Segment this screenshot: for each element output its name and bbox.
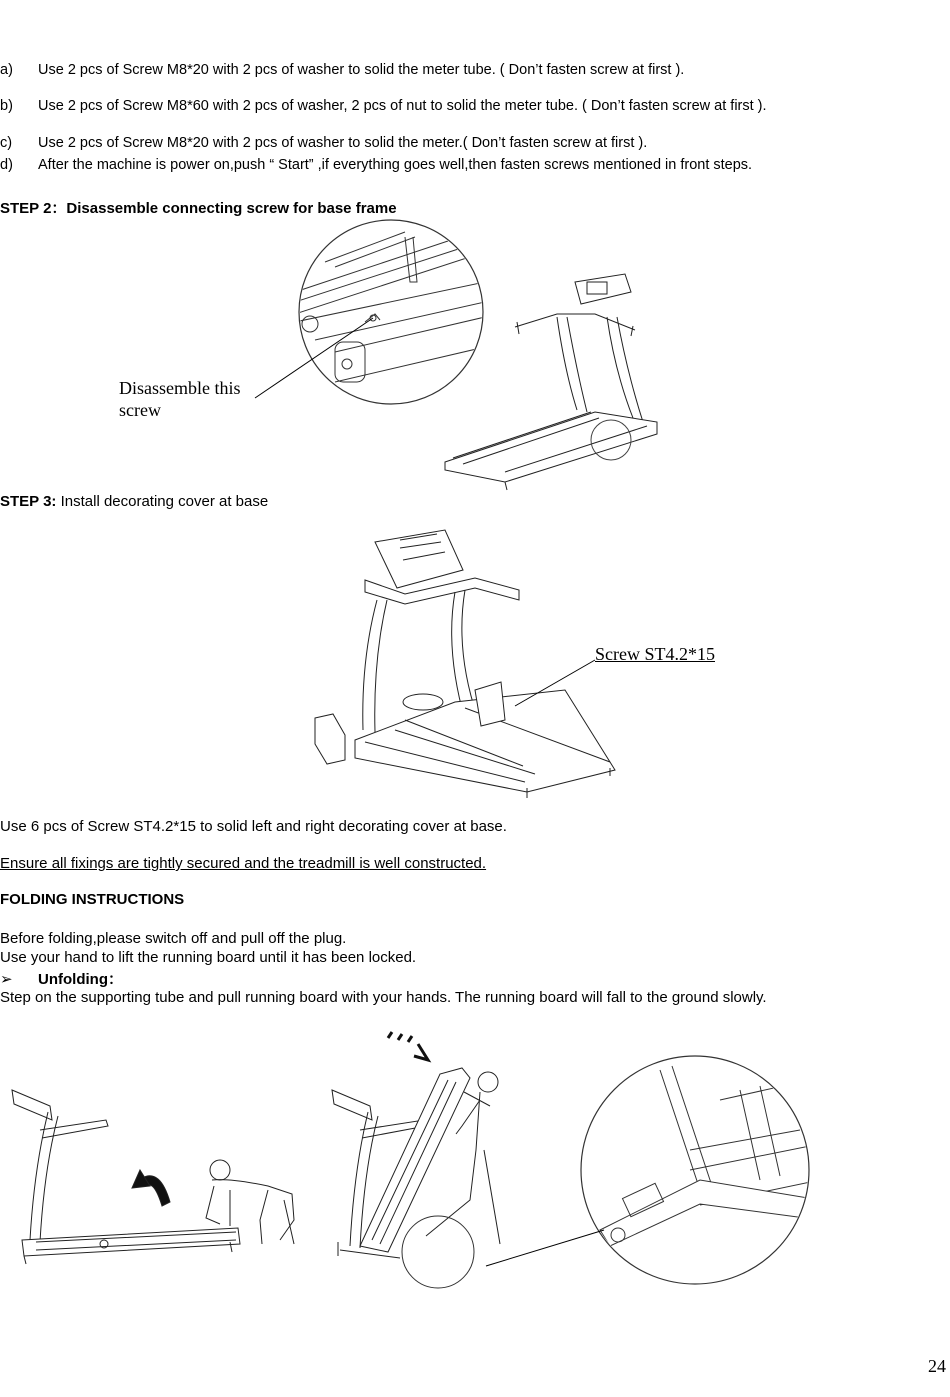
step2-title: STEP 2：Disassemble connecting screw for base frame: [0, 200, 397, 217]
instruction-text: Use 2 pcs of Screw M8*60 with 2 pcs of washer, 2 pcs of nut to solid the meter tube. ( Don’t fasten screw at first ).: [38, 98, 767, 114]
unfolding-text: Step on the supporting tube and pull running board with your hands. The running board will fall to the ground slowly.: [0, 989, 767, 1006]
callout-line: screw: [119, 400, 161, 420]
unfolding-heading: [0, 968, 123, 989]
treadmill-drawing: [315, 530, 615, 798]
bullet-arrow-icon: ➢: [0, 971, 13, 988]
unfolding-label: Unfolding：: [38, 971, 123, 988]
zoom-detail-circle: [581, 1056, 820, 1284]
folding-treadmill-drawing: [332, 1068, 470, 1258]
unfolded-treadmill-drawing: [12, 1090, 240, 1264]
instruction-label: b): [0, 98, 13, 114]
instruction-text: After the machine is power on,push “ Start” ,if everything goes well,then fasten screws mentioned in front steps.: [38, 157, 753, 173]
step3-callout: Screw ST4.2*15: [595, 644, 715, 664]
callout-line: Disassemble this: [119, 378, 241, 398]
folding-illustration: [0, 1030, 830, 1310]
push-arrow-icon: [388, 1032, 428, 1060]
folding-line: Before folding,please switch off and pull off the plug.: [0, 930, 347, 947]
zoom-detail-circle: [295, 220, 485, 404]
instruction-label: a): [0, 62, 13, 78]
instruction-label: d): [0, 157, 13, 173]
instruction-label: c): [0, 135, 13, 151]
step3-illustration: [305, 530, 625, 805]
step3-note: Use 6 pcs of Screw ST4.2*15 to solid left and right decorating cover at base.: [0, 818, 507, 835]
folding-line: Use your hand to lift the running board until it has been locked.: [0, 949, 417, 966]
page-number: 24: [928, 1356, 946, 1376]
instruction-text: Use 2 pcs of Screw M8*20 with 2 pcs of washer to solid the meter.( Don’t fasten screw at first ).: [38, 135, 648, 151]
callout-pointer-line: [486, 1230, 604, 1266]
step2-callout: [119, 377, 241, 421]
folding-heading: FOLDING INSTRUCTIONS: [0, 891, 185, 908]
step2-illustration: [295, 222, 665, 492]
instruction-text: Use 2 pcs of Screw M8*20 with 2 pcs of washer to solid the meter tube. ( Don’t fasten screw at first ).: [38, 62, 685, 78]
ensure-note: Ensure all fixings are tightly secured and the treadmill is well constructed.: [0, 855, 487, 872]
step3-title: STEP 3: Install decorating cover at base: [0, 493, 269, 510]
